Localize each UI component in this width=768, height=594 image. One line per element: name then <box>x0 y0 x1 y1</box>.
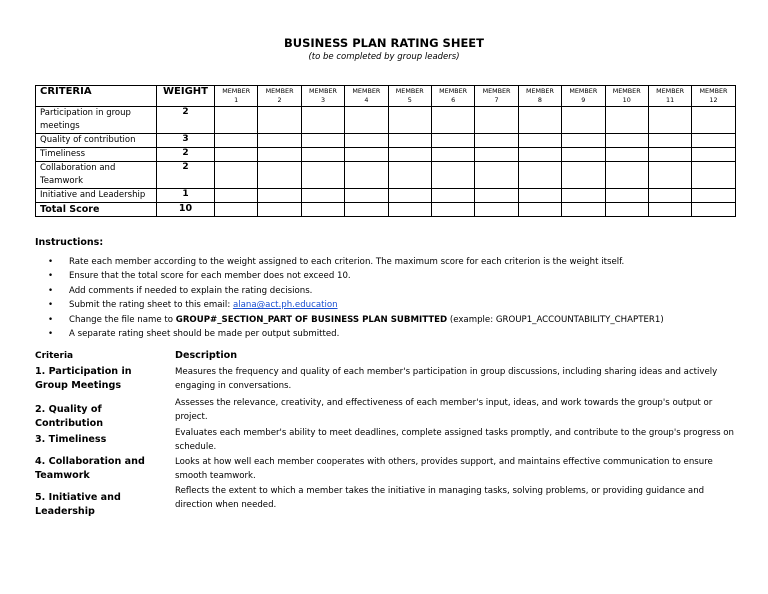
score-cell[interactable] <box>258 134 301 148</box>
score-cell[interactable] <box>215 162 258 189</box>
score-cell[interactable] <box>692 203 735 217</box>
score-cell[interactable] <box>215 107 258 134</box>
bullet-icon: • <box>48 271 54 282</box>
table-row <box>36 148 736 162</box>
score-cell[interactable] <box>475 134 518 148</box>
score-cell[interactable] <box>518 107 561 134</box>
score-cell[interactable] <box>388 148 431 162</box>
score-cell[interactable] <box>562 162 605 189</box>
description-criterion: 3. Timeliness <box>35 434 107 445</box>
score-cell[interactable] <box>388 134 431 148</box>
rating-table <box>35 85 736 217</box>
list-item: • Submit the rating sheet to this email: alana@act.ph.education <box>35 298 735 312</box>
member-column-header: MEMBER 9 <box>562 86 605 107</box>
score-cell[interactable] <box>475 189 518 203</box>
score-cell[interactable] <box>345 203 388 217</box>
total-label: Total Score <box>36 203 157 217</box>
score-cell[interactable] <box>562 189 605 203</box>
score-cell[interactable] <box>605 107 648 134</box>
description-criterion: 1. Participation in Group Meetings <box>35 366 132 391</box>
weight-cell: 3 <box>157 134 215 148</box>
instructions-list <box>35 255 735 341</box>
criterion-cell: Quality of contribution <box>36 134 157 148</box>
member-column-header: MEMBER 12 <box>692 86 735 107</box>
score-cell[interactable] <box>605 189 648 203</box>
score-cell[interactable] <box>258 203 301 217</box>
score-cell[interactable] <box>475 203 518 217</box>
score-cell[interactable] <box>518 189 561 203</box>
table-header-row <box>36 86 736 107</box>
score-cell[interactable] <box>431 162 474 189</box>
score-cell[interactable] <box>562 148 605 162</box>
description-text: Measures the frequency and quality of each member's participation in group discussions, including sharing ideas and actively engaging in conversations. <box>175 367 718 392</box>
score-cell[interactable] <box>431 134 474 148</box>
score-cell[interactable] <box>345 107 388 134</box>
description-text: Evaluates each member's ability to meet deadlines, complete assigned tasks promptly, and contribute to the group's progress on schedule. <box>175 428 734 453</box>
score-cell[interactable] <box>215 189 258 203</box>
criterion-cell: Participation in group meetings <box>36 107 157 134</box>
score-cell[interactable] <box>605 134 648 148</box>
description-text: Looks at how well each member cooperates with others, provides support, and maintains effective communication to ensure smooth teamwork. <box>175 457 713 482</box>
weight-column-header: WEIGHT <box>157 86 215 107</box>
criteria-column-header: CRITERIA <box>36 86 157 107</box>
description-heading: Description <box>175 350 238 361</box>
score-cell[interactable] <box>692 148 735 162</box>
score-cell[interactable] <box>388 107 431 134</box>
score-cell[interactable] <box>258 189 301 203</box>
score-cell[interactable] <box>475 162 518 189</box>
criterion-cell: Collaboration and Teamwork <box>36 162 157 189</box>
score-cell[interactable] <box>301 134 344 148</box>
list-item: • Rate each member according to the weight assigned to each criterion. The maximum score for each criterion is the weight itself. <box>35 255 735 269</box>
score-cell[interactable] <box>605 148 648 162</box>
score-cell[interactable] <box>345 134 388 148</box>
page-title: BUSINESS PLAN RATING SHEET <box>284 36 484 50</box>
score-cell[interactable] <box>692 189 735 203</box>
score-cell[interactable] <box>562 107 605 134</box>
score-cell[interactable] <box>605 162 648 189</box>
member-column-header: MEMBER 10 <box>605 86 648 107</box>
score-cell[interactable] <box>301 189 344 203</box>
member-column-header: MEMBER 8 <box>518 86 561 107</box>
score-cell[interactable] <box>518 134 561 148</box>
description-text: Reflects the extent to which a member takes the initiative in managing tasks, solving problems, or providing guidance and direction when needed. <box>175 486 705 511</box>
score-cell[interactable] <box>258 148 301 162</box>
list-item: • Change the file name to GROUP#_SECTION_PART OF BUSINESS PLAN SUBMITTED (example: GROUP1_ACCOUNTABILITY_CHAPTER1) <box>35 313 735 327</box>
member-column-header: MEMBER 1 <box>215 86 258 107</box>
score-cell[interactable] <box>301 107 344 134</box>
member-column-header: MEMBER 7 <box>475 86 518 107</box>
score-cell[interactable] <box>605 203 648 217</box>
email-link[interactable]: alana@act.ph.education <box>232 300 338 311</box>
bullet-icon: • <box>48 314 54 325</box>
member-column-header: MEMBER 5 <box>388 86 431 107</box>
score-cell[interactable] <box>648 107 691 134</box>
score-cell[interactable] <box>692 162 735 189</box>
member-column-header: MEMBER 3 <box>301 86 344 107</box>
score-cell[interactable] <box>301 148 344 162</box>
weight-cell: 1 <box>157 189 215 203</box>
score-cell[interactable] <box>215 148 258 162</box>
score-cell[interactable] <box>345 162 388 189</box>
criterion-cell: Initiative and Leadership <box>36 189 157 203</box>
score-cell[interactable] <box>648 162 691 189</box>
total-row <box>36 203 736 217</box>
description-text: Assesses the relevance, creativity, and effectiveness of each member's input, ideas, and work towards the group's output or project. <box>175 398 713 423</box>
score-cell[interactable] <box>301 162 344 189</box>
score-cell[interactable] <box>388 162 431 189</box>
score-cell[interactable] <box>215 203 258 217</box>
page-subtitle: (to be completed by group leaders) <box>308 52 460 62</box>
score-cell[interactable] <box>388 189 431 203</box>
score-cell[interactable] <box>648 148 691 162</box>
score-cell[interactable] <box>648 134 691 148</box>
score-cell[interactable] <box>648 189 691 203</box>
criteria-heading: Criteria <box>35 351 74 361</box>
score-cell[interactable] <box>345 189 388 203</box>
list-item: • Add comments if needed to explain the rating decisions. <box>35 284 735 298</box>
bullet-icon: • <box>48 300 54 311</box>
score-cell[interactable] <box>475 107 518 134</box>
bullet-icon: • <box>48 257 54 267</box>
filename-format: GROUP#_SECTION_PART OF BUSINESS PLAN SUBMITTED <box>175 314 448 325</box>
score-cell[interactable] <box>431 107 474 134</box>
weight-cell: 2 <box>157 162 215 189</box>
table-row <box>36 134 736 148</box>
score-cell[interactable] <box>258 162 301 189</box>
score-cell[interactable] <box>431 148 474 162</box>
table-row <box>36 107 736 134</box>
score-cell[interactable] <box>258 107 301 134</box>
score-cell[interactable] <box>301 203 344 217</box>
score-cell[interactable] <box>388 203 431 217</box>
list-item: • A separate rating sheet should be made per output submitted. <box>35 327 735 341</box>
score-cell[interactable] <box>518 162 561 189</box>
score-cell[interactable] <box>692 134 735 148</box>
score-cell[interactable] <box>475 148 518 162</box>
member-column-header: MEMBER 2 <box>258 86 301 107</box>
criterion-cell: Timeliness <box>36 148 157 162</box>
bullet-icon: • <box>48 285 54 296</box>
score-cell[interactable] <box>518 148 561 162</box>
list-item: • Ensure that the total score for each member does not exceed 10. <box>35 269 735 283</box>
score-cell[interactable] <box>215 134 258 148</box>
score-cell[interactable] <box>518 203 561 217</box>
score-cell[interactable] <box>692 107 735 134</box>
member-column-header: MEMBER 4 <box>345 86 388 107</box>
score-cell[interactable] <box>648 203 691 217</box>
weight-cell: 2 <box>157 148 215 162</box>
bullet-icon: • <box>48 328 54 339</box>
table-row <box>36 162 736 189</box>
description-criterion: 4. Collaboration and Teamwork <box>35 456 145 481</box>
total-weight: 10 <box>157 203 215 217</box>
instructions-heading: Instructions: <box>35 237 104 248</box>
score-cell[interactable] <box>345 148 388 162</box>
score-cell[interactable] <box>431 203 474 217</box>
member-column-header: MEMBER 6 <box>431 86 474 107</box>
score-cell[interactable] <box>431 189 474 203</box>
description-criterion: 5. Initiative and Leadership <box>35 492 121 517</box>
score-cell[interactable] <box>562 203 605 217</box>
weight-cell: 2 <box>157 107 215 134</box>
score-cell[interactable] <box>562 134 605 148</box>
member-column-header: MEMBER 11 <box>648 86 691 107</box>
description-criterion: 2. Quality of Contribution <box>35 404 104 429</box>
table-row <box>36 189 736 203</box>
